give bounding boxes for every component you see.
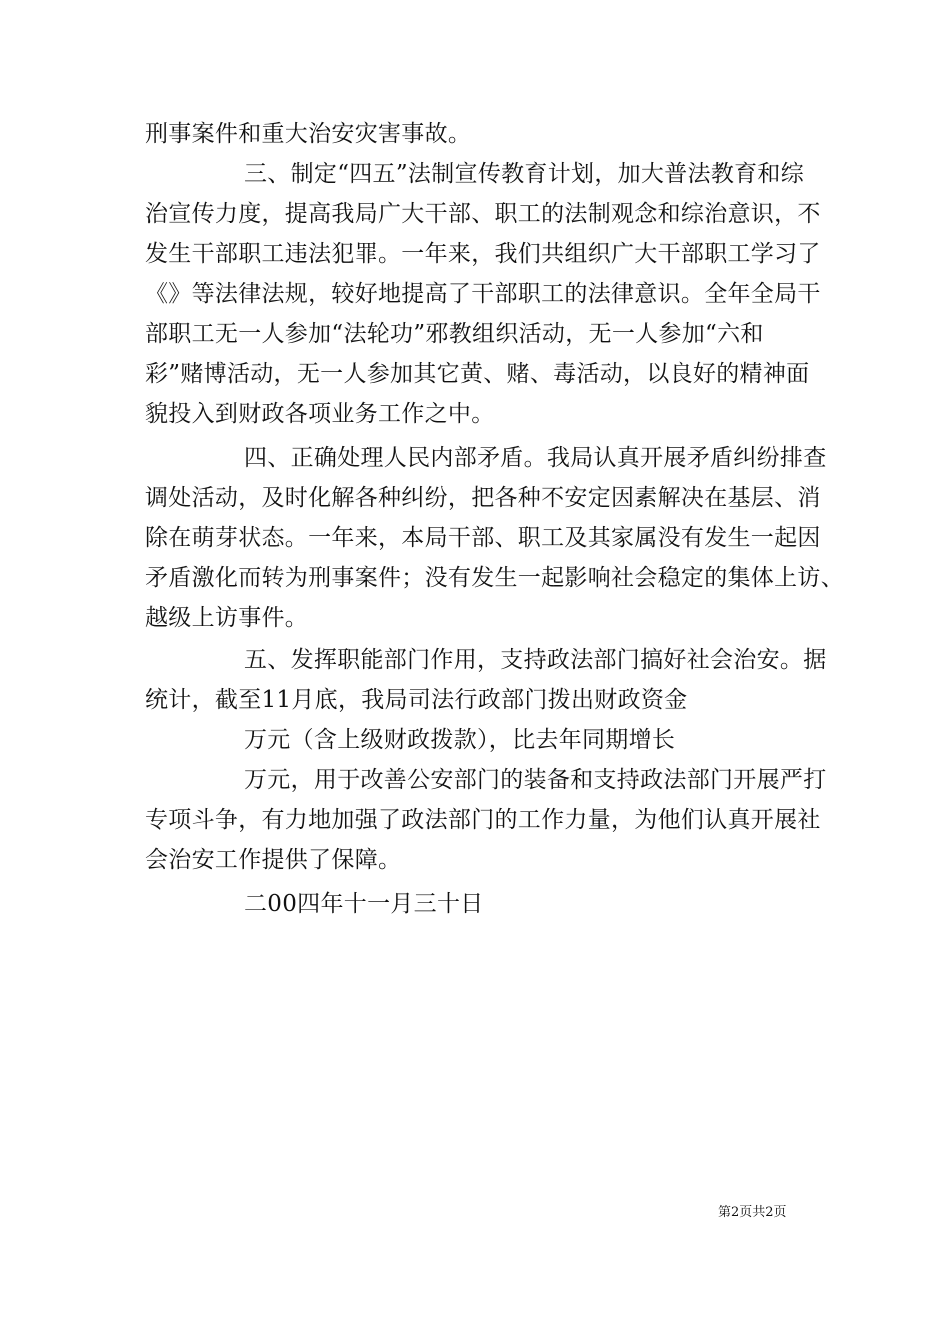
text-line: 《》等法律法规，较好地提高了干部职工的法律意识。全年全局干 bbox=[145, 281, 821, 307]
section-four-heading-line: 四、正确处理人民内部矛盾。我局认真开展矛盾纠纷排查 bbox=[244, 445, 827, 471]
text-line: 除在萌芽状态。一年来，本局干部、职工及其家属没有发生一起因 bbox=[145, 525, 821, 551]
section-three-heading-line: 三、制定“四五”法制宣传教育计划，加大普法教育和综 bbox=[244, 161, 805, 187]
document-date: 二00四年十一月三十日 bbox=[244, 891, 484, 917]
page-number-footer: 第2页共2页 bbox=[718, 1205, 787, 1220]
text-line: 部职工无一人参加“法轮功”邪教组织活动，无一人参加“六和 bbox=[145, 321, 764, 347]
text-line: 发生干部职工违法犯罪。一年来，我们共组织广大干部职工学习了 bbox=[145, 241, 821, 267]
text-line: 会治安工作提供了保障。 bbox=[145, 847, 402, 873]
text-line: 刑事案件和重大治安灾害事故。 bbox=[145, 121, 472, 147]
text-line: 彩”赌博活动，无一人参加其它黄、赌、毒活动，以良好的精神面 bbox=[145, 361, 810, 387]
text-line: 调处活动，及时化解各种纠纷，把各种不安定因素解决在基层、消 bbox=[145, 485, 821, 511]
text-line: 貌投入到财政各项业务工作之中。 bbox=[145, 401, 495, 427]
text-line: 万元（含上级财政拨款），比去年同期增长 bbox=[244, 727, 676, 753]
text-line: 专项斗争，有力地加强了政法部门的工作力量，为他们认真开展社 bbox=[145, 807, 821, 833]
text-line: 矛盾激化而转为刑事案件；没有发生一起影响社会稳定的集体上访、 bbox=[145, 565, 844, 591]
section-five-heading-line: 五、发挥职能部门作用，支持政法部门搞好社会治安。据 bbox=[244, 647, 827, 673]
text-line: 统计，截至11月底，我局司法行政部门拨出财政资金 bbox=[145, 687, 688, 713]
text-line: 万元，用于改善公安部门的装备和支持政法部门开展严打 bbox=[244, 767, 827, 793]
text-line: 越级上访事件。 bbox=[145, 605, 309, 631]
text-line: 治宣传力度，提高我局广大干部、职工的法制观念和综治意识，不 bbox=[145, 201, 821, 227]
